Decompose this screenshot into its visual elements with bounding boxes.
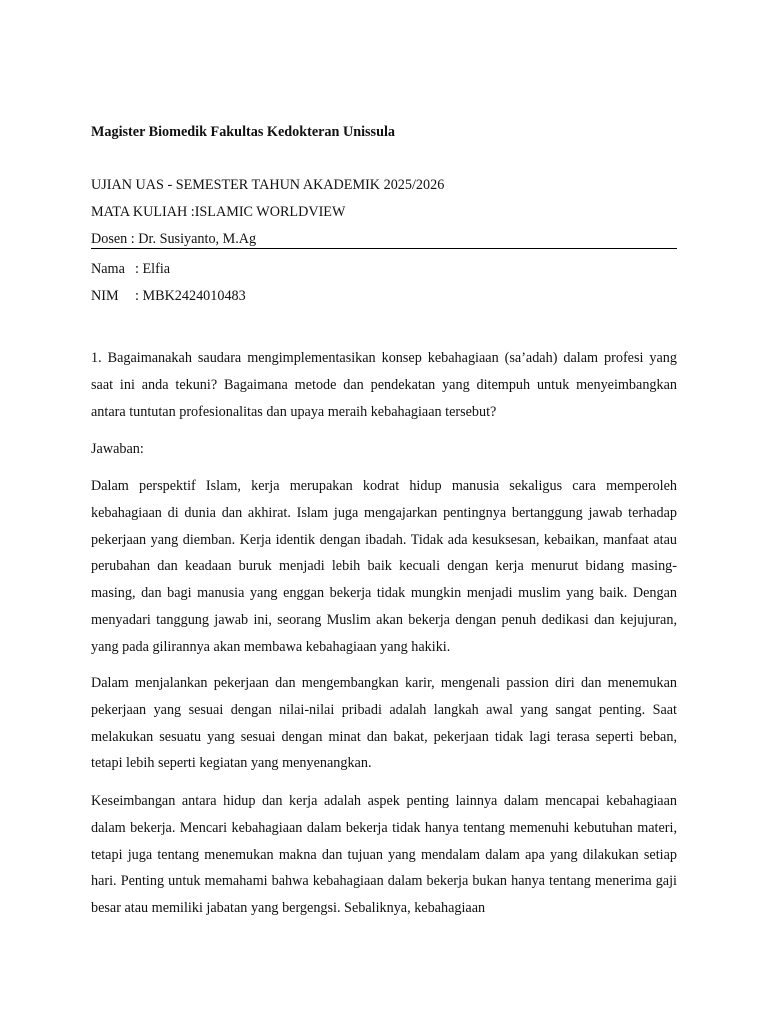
student-name-row	[91, 259, 170, 279]
lecturer-line: Dosen : Dr. Susiyanto, M.Ag	[91, 231, 257, 247]
course-title: MATA KULIAH :ISLAMIC WORLDVIEW	[91, 204, 346, 220]
name-label: Nama	[91, 261, 125, 277]
institution-heading: Magister Biomedik Fakultas Kedokteran Unissula	[91, 124, 396, 140]
name-value: : Elfia	[135, 261, 171, 277]
answer-paragraph: Keseimbangan antara hidup dan kerja adalah aspek penting lainnya dalam mencapai kebahagiaan dalam bekerja. Mencari kebahagiaan dalam bekerja tidak hanya tentang memenuhi kebutuhan materi, tetapi juga tentang menemukan makna dan tujuan yang mendalam dalam apa yang dilakukan setiap hari. Penting untuk memahami bahwa kebahagiaan dalam bekerja bukan hanya tentang menerima gaji besar atau memiliki jabatan yang bergengsi. Sebaliknya, kebahagiaan	[91, 793, 677, 917]
answer-paragraph: Dalam perspektif Islam, kerja merupakan kodrat hidup manusia sekaligus cara memperoleh kebahagiaan di dunia dan akhirat. Islam juga mengajarkan pentingnya bertanggung jawab terhadap pekerjaan yang diemban. Kerja identik dengan ibadah. Tidak ada kesuksesan, kebaikan, manfaat atau perubahan dan keadaan buruk menjadi lebih baik kecuali dengan kerja menurut bidang masing-masing, dan bagi manusia yang enggan bekerja tidak mungkin menjadi muslim yang baik. Dengan menyadari tanggung jawab ini, seorang Muslim akan bekerja dengan penuh dedikasi dan kejujuran, yang pada gilirannya akan membawa kebahagiaan yang hakiki.	[91, 478, 677, 655]
answer-label: Jawaban:	[91, 441, 144, 457]
nim-label: NIM	[91, 288, 119, 304]
nim-value: : MBK2424010483	[135, 288, 246, 304]
header-divider	[91, 248, 677, 249]
student-nim-row	[91, 286, 246, 306]
question-1: 1. Bagaimanakah saudara mengimplementasikan konsep kebahagiaan (sa’adah) dalam profesi yang saat ini anda tekuni? Bagaimana metode dan pendekatan yang ditempuh untuk menyeimbangkan antara tuntutan profesionalitas dan upaya meraih kebahagiaan tersebut?	[91, 350, 677, 420]
answer-paragraph: Dalam menjalankan pekerjaan dan mengembangkan karir, mengenali passion diri dan menemukan pekerjaan yang sesuai dengan nilai-nilai pribadi adalah langkah awal yang sangat penting. Saat melakukan sesuatu yang sesuai dengan minat dan bakat, pekerjaan tidak lagi terasa seperti beban, tetapi lebih seperti kegiatan yang menyenangkan.	[91, 675, 677, 772]
exam-title: UJIAN UAS - SEMESTER TAHUN AKADEMIK 2025/2026	[91, 177, 445, 193]
